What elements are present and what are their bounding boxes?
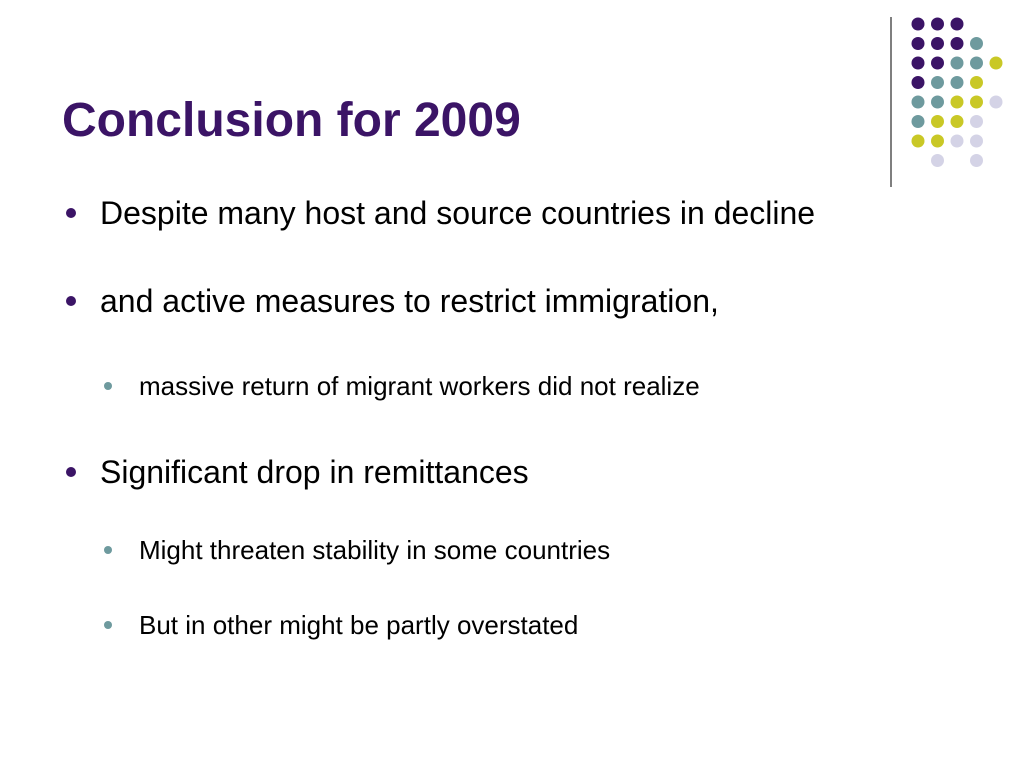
decorative-dot [990, 96, 1003, 109]
decorative-dot [970, 154, 983, 167]
decorative-dot [912, 115, 925, 128]
sub-bullet-text: But in other might be partly overstated [139, 610, 579, 640]
decorative-dot [931, 18, 944, 31]
decorative-dot [951, 57, 964, 70]
decorative-dot [951, 18, 964, 31]
decorative-dot [970, 76, 983, 89]
sub-bullet-text: Might threaten stability in some countries [139, 535, 611, 565]
decorative-dot [951, 37, 964, 50]
decorative-dot [931, 37, 944, 50]
bullet-text: Despite many host and source countries in decline [100, 195, 816, 231]
bullet-dot-icon [66, 296, 76, 306]
bullet-text: and active measures to restrict immigration, [100, 283, 719, 319]
decorative-dot [990, 57, 1003, 70]
decorative-dot [970, 115, 983, 128]
decorative-dot-pattern [900, 10, 1010, 170]
decorative-dot [931, 135, 944, 148]
decorative-dot [970, 57, 983, 70]
decorative-dot [931, 57, 944, 70]
decorative-dot [912, 135, 925, 148]
decorative-dot [951, 115, 964, 128]
sub-bullet-text: massive return of migrant workers did not realize [139, 371, 700, 401]
decorative-dot [931, 154, 944, 167]
sub-bullet-dot-icon [104, 546, 112, 554]
decorative-dot [931, 76, 944, 89]
decorative-dot [931, 115, 944, 128]
sub-bullet-dot-icon [104, 621, 112, 629]
decorative-dot [931, 96, 944, 109]
decorative-dot [912, 57, 925, 70]
bullet-dot-icon [66, 467, 76, 477]
decorative-dot [912, 76, 925, 89]
bullet-text: Significant drop in remittances [100, 454, 529, 490]
decorative-dot [912, 96, 925, 109]
decorative-dot [970, 37, 983, 50]
decorative-dot [970, 135, 983, 148]
slide-title: Conclusion for 2009 [62, 94, 521, 147]
sub-bullet-dot-icon [104, 382, 112, 390]
title-divider-line [890, 17, 892, 187]
decorative-dot [951, 135, 964, 148]
decorative-dot [912, 18, 925, 31]
decorative-dot [951, 96, 964, 109]
decorative-dot [951, 76, 964, 89]
decorative-dot [912, 37, 925, 50]
decorative-dot [970, 96, 983, 109]
bullet-dot-icon [66, 208, 76, 218]
